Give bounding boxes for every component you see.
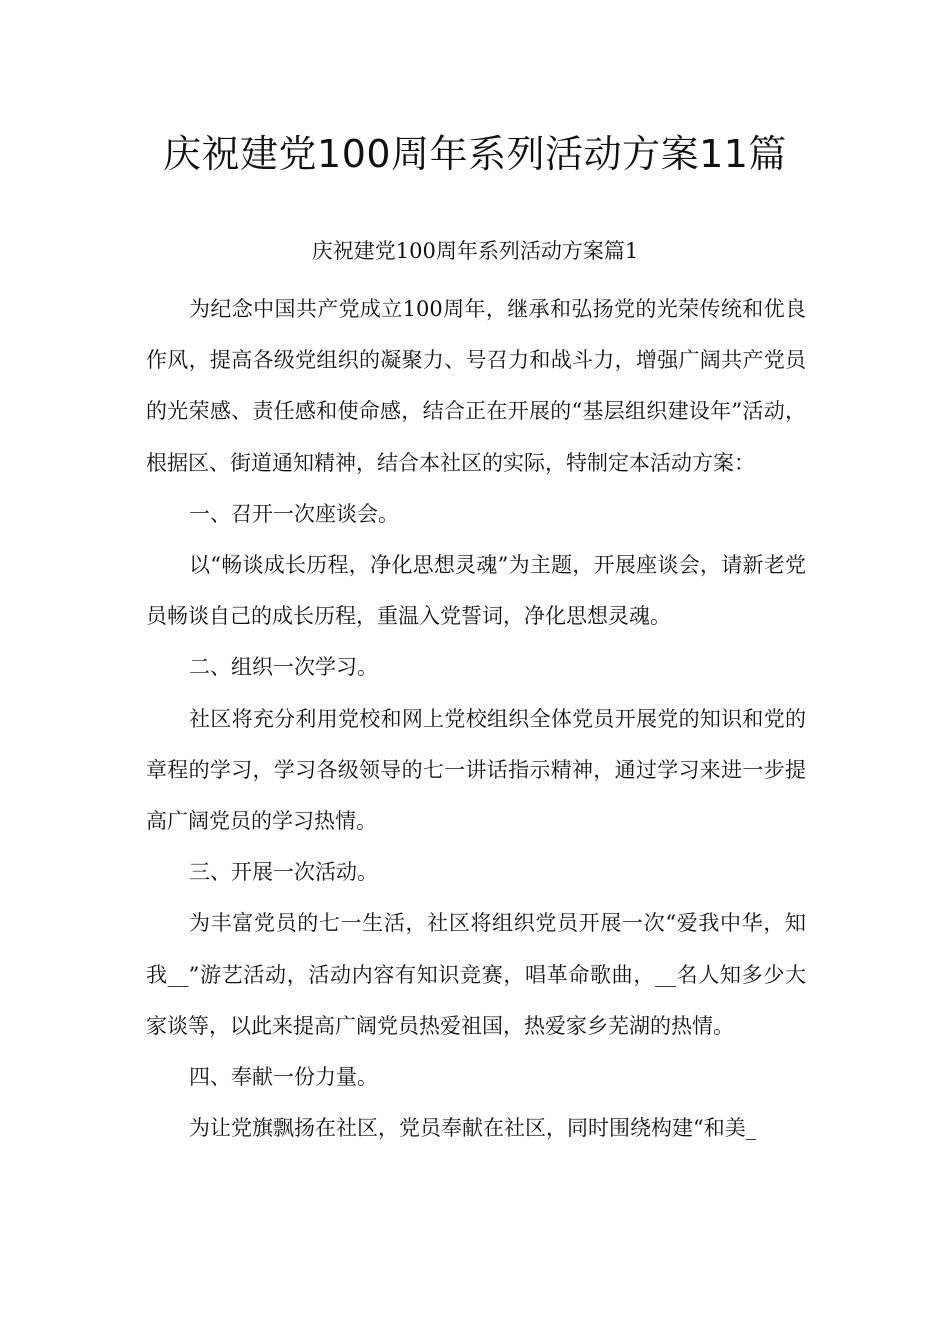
paragraph-item-4: 为让党旗飘扬在社区，党员奉献在社区，同时围绕构建“和美_ <box>189 1116 757 1141</box>
paragraph-item-2: 社区将充分利用党校和网上党校组织全体党员开展党的知识和党的章程的学习，学习各级领导的七一讲话指示精神，通过学习来进一步提高广阔党员的学习热情。 <box>146 706 806 834</box>
item-heading-1: 一、召开一次座谈会。 <box>189 501 399 526</box>
document-body <box>146 284 806 1154</box>
paragraph-item-1: 以“畅谈成长历程，净化思想灵魂”为主题，开展座谈会，请新老党员畅谈自己的成长历程，重温入党誓词，净化思想灵魂。 <box>146 553 806 629</box>
document-title: 庆祝建党100周年系列活动方案11篇 <box>163 132 787 176</box>
item-heading-3: 三、开展一次活动。 <box>189 860 378 885</box>
paragraph-item-3: 为丰富党员的七一生活，社区将组织党员开展一次“爱我中华，知我__”游艺活动，活动内容有知识竞赛，唱革命歌曲，__名人知多少大家谈等，以此来提高广阔党员热爱祖国，热爱家乡芜湖的热情。 <box>146 911 806 1038</box>
section-heading: 庆祝建党100周年系列活动方案篇1 <box>311 239 639 263</box>
paragraph-intro: 为纪念中国共产党成立100周年，继承和弘扬党的光荣传统和优良作风，提高各级党组织的凝聚力、号召力和战斗力，增强广阔共产党员的光荣感、责任感和使命感，结合正在开展的“基层组织建设年”活动，根据区、街道通知精神，结合本社区的实际，特制定本活动方案： <box>146 297 806 475</box>
item-heading-4: 四、奉献一份力量。 <box>189 1065 378 1090</box>
item-heading-2: 二、组织一次学习。 <box>189 655 378 680</box>
